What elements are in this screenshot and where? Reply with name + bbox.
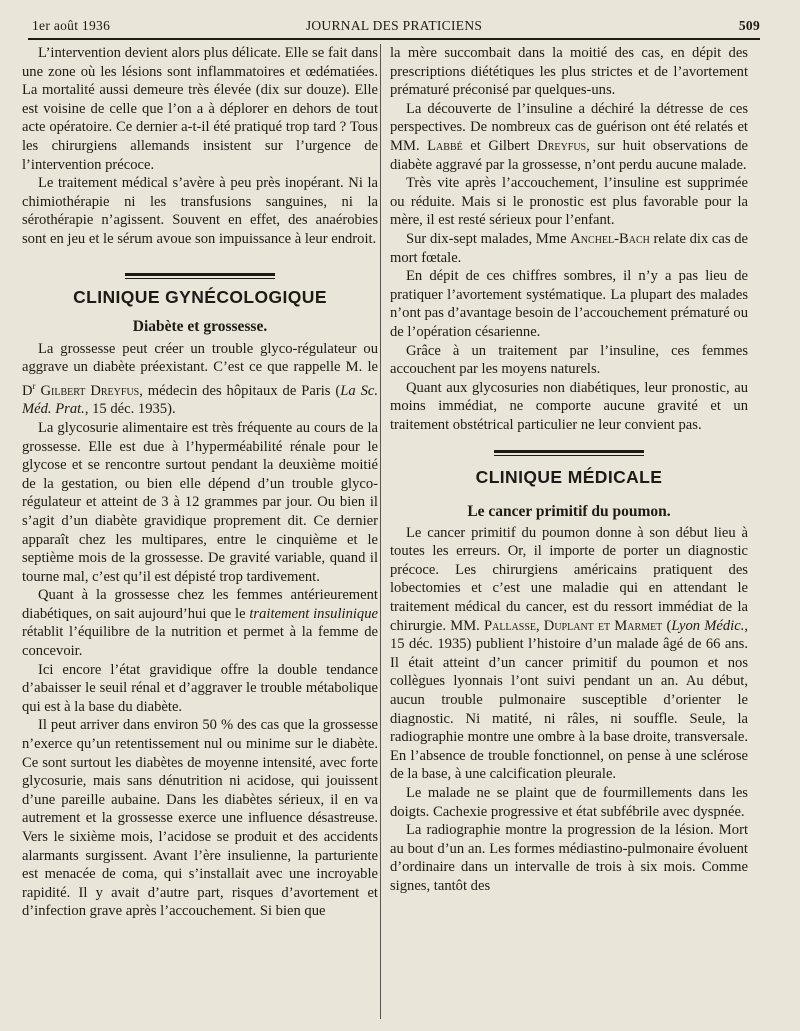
column-divider bbox=[380, 44, 381, 1019]
paragraph: Très vite après l’accouchement, l’insuline est supprimée ou réduite. Mais si le pronostic est plus favorable pour la mère, il est resté sérieux pour l’enfant. bbox=[390, 175, 748, 229]
paragraph: La radiographie montre la progression de la lésion. Mort au bout d’un an. Les formes médiastino-pulmonaire évoluent d’ordinaire dans un intervalle de trois à six mois. Comme signes, tantôt des bbox=[390, 822, 748, 894]
paragraph: La découverte de l’insuline a déchiré la détresse de ces perspectives. De nombreux cas de guérison ont été relatés et MM. Labbé et Gilbert Dreyfus, sur huit observations de diabète aggravé par la grossesse, n’ont perdu aucune malade. bbox=[390, 100, 748, 173]
section-title-gynecologique: CLINIQUE GYNÉCOLOGIQUE bbox=[73, 286, 327, 307]
paragraph: Il peut arriver dans environ 50 % des cas que la grossesse n’exerce qu’un retentissement nul ou minime sur le diabète. Ce sont surtout les diabètes de moyenne intensité, avec forte glycosurie, mais sans dénutrition ni acidose, qui jouissent d’une pareille aubaine. Dans les diabètes sérieux, il en va autrement et la grossesse exerce une influence désastreuse. Vers le sixième mois, l’acidose se produit et des accidents alarmants surgissent. Avant l’ère insulienne, la parturiente est menacée de coma, qui s’installait avec une incroyable rapidité. Il y avait d’autre part, risques d’avortement et d’infection grave après l’accouchement. Si bien que bbox=[22, 717, 378, 920]
article-subtitle: Le cancer primitif du poumon. bbox=[467, 503, 671, 521]
page-number: 509 bbox=[738, 18, 760, 33]
left-column bbox=[22, 44, 378, 921]
paragraph: Grâce à un traitement par l’insuline, ces femmes accouchent par les moyens naturels. bbox=[390, 342, 748, 378]
right-column bbox=[390, 44, 748, 896]
article-subtitle: Diabète et grossesse. bbox=[132, 318, 268, 336]
section-rule bbox=[125, 273, 275, 276]
paragraph: Quant aux glycosuries non diabétiques, leur pronostic, au moins immédiat, ne comporte aucune gravité et un traitement obstétrical particulier ne leur convient pas. bbox=[390, 379, 748, 433]
running-head bbox=[28, 14, 760, 36]
paragraph: En dépit de ces chiffres sombres, il n’y a pas lieu de pratiquer l’avortement systématique. La plupart des malades n’ont pas d’avantage besoin de l’accouchement prématuré ou de l’opération césarienne. bbox=[390, 268, 748, 340]
section-rule bbox=[494, 450, 644, 453]
header-rule bbox=[28, 38, 760, 40]
paragraph: Sur dix-sept malades, Mme Anchel-Bach relate dix cas de mort fœtale. bbox=[390, 230, 748, 266]
journal-title: JOURNAL DES PRATICIENS bbox=[305, 18, 483, 33]
author-name: Pallasse, Duplant et Marmet bbox=[483, 617, 663, 634]
paragraph: Quant à la grossesse chez les femmes antérieurement diabétiques, on sait aujourd’hui que le traitement insulinique rétablit l’équilibre de la nutrition et permet à la femme de concevoir. bbox=[22, 587, 378, 660]
paragraph: la mère succombait dans la moitié des cas, en dépit des prescriptions diététiques les plus strictes et de l’avortement prématuré préconisé par quelques-uns. bbox=[390, 45, 748, 99]
author-name: Labbé bbox=[427, 137, 463, 154]
paragraph: Ici encore l’état gravidique offre la double tendance d’abaisser le seuil rénal et d’aggraver le trouble métabolique qui est à la base du diabète. bbox=[22, 661, 378, 715]
section-title-medicale: CLINIQUE MÉDICALE bbox=[475, 467, 663, 488]
author-name: Dreyfus bbox=[537, 137, 587, 154]
paragraph: Le traitement médical s’avère à peu près inopérant. Ni la chimiothérapie ni les transfusions sanguines, ni la sérothérapie n’agissent. Souvent en effet, des anaérobies sont en jeu et le sérum avoue son impuissance à leur endroit. bbox=[22, 175, 378, 247]
paragraph: Le cancer primitif du poumon donne à son début lieu à toutes les erreurs. Or, il importe de porter un diagnostic précoce. Les chirurgiens américains pratiquent des lobectomies et c’est une maladie qui en attendant le traitement médical du cancer, est du ressort immédiat de la chirurgie. MM. Pallasse, Duplant et Marmet (Lyon Médic., 15 déc. 1935) publient l’histoire d’un malade âgé de 66 ans. Il était atteint d’un cancer primitif du poumon et nos collègues lyonnais l’ont suivi pendant un an. Au début, aucun trouble pulmonaire susceptible d’orienter le diagnostic. Ni matité, ni râles, ni souffle. Seule, la radiographie montre une ombre à la base droite, transversale. En l’absence de trouble fonctionnel, on pense à une sclérose de la base, à une calcification pleurale. bbox=[390, 524, 749, 783]
journal-reference: Lyon Médic. bbox=[671, 617, 745, 634]
paragraph: La grossesse peut créer un trouble glyco-régulateur ou aggrave un diabète préexistant. C’est ce que rappelle M. le $D^r$ Gilbert Dreyfus, médecin des hôpitaux de Paris (La Sc. Méd. Prat., 15 déc. 1935). bbox=[22, 340, 378, 418]
paragraph: La glycosurie alimentaire est très fréquente au cours de la grossesse. Elle est due à l’hyperméabilité rénale pour le glycose et se rencontre surtout pendant la deuxième moitié de la gestation, ou bien elle dépend d’un trouble glyco-régulateur et atteint de 3 à 12 grammes par jour. Ou bien il s’agit d’un diabète gravidique proprement dit. Ce dernier apparaît chez les multipares, entre le cinquième et le septième mois de la grossesse. De gravité variable, quand il tourne mal, c’est qu’il est dépisté trop tardivement. bbox=[22, 419, 378, 585]
journal-reference: La Sc. Méd. Prat. bbox=[22, 382, 378, 418]
paragraph: Le malade ne se plaint que de fourmillements dans les doigts. Cachexie progressive et état subfébrile avec dyspnée. bbox=[390, 784, 748, 820]
author-name: Anchel-Bach bbox=[570, 230, 650, 247]
issue-date: 1er août 1936 bbox=[32, 18, 111, 33]
paragraph: L’intervention devient alors plus délicate. Elle se fait dans une zone où les lésions sont inflammatoires et œdématiées. La mortalité aussi demeure très élevée (dix sur douze). Elle est voisine de celle que l’on a à déplorer en dehors de tout acte opératoire. Ce dernier a-t-il été pratiqué trop tard ? Tous les chirurgiens allemands insistent sur l’urgence de l’intervention précoce. bbox=[22, 45, 378, 173]
author-name: Gilbert Dreyfus bbox=[40, 382, 140, 399]
